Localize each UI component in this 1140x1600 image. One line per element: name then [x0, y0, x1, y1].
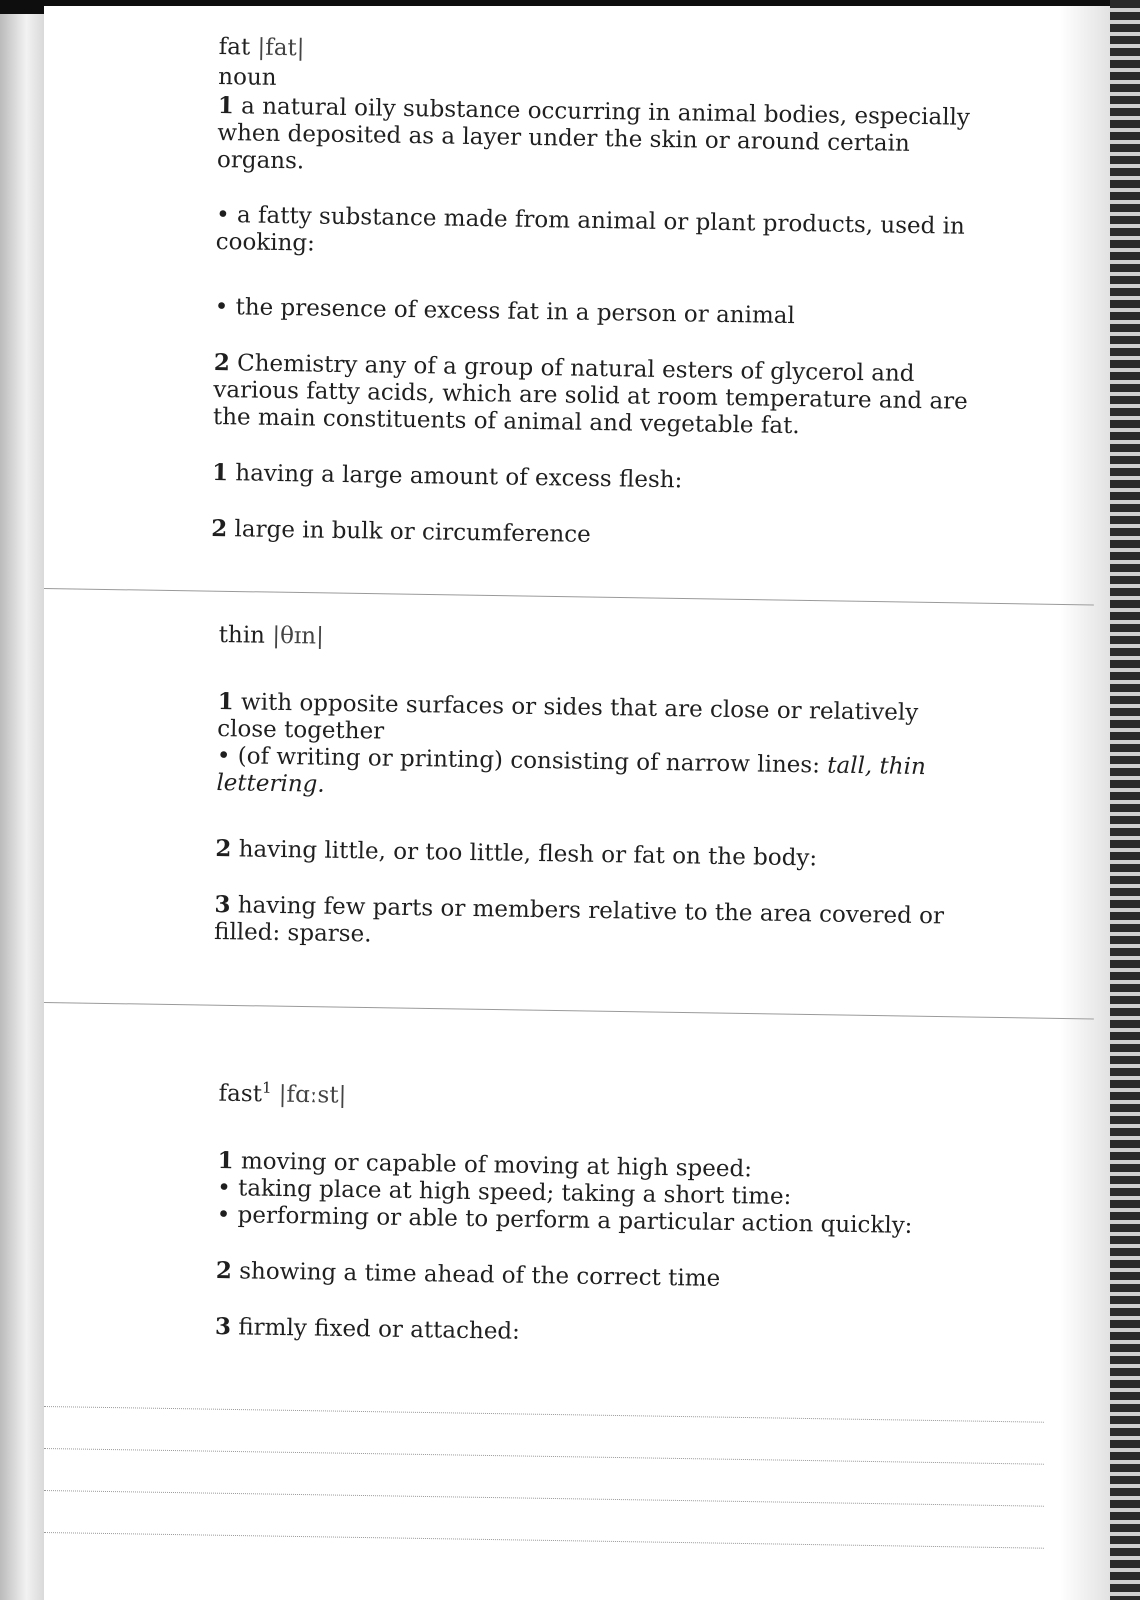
pronunciation: |fɑːst|: [278, 1081, 347, 1109]
bullet: •: [216, 742, 231, 770]
sense-number: 2: [210, 514, 228, 543]
pronunciation: |θɪn|: [272, 622, 325, 650]
entry-fast: [215, 1072, 979, 1353]
headword-text: thin: [218, 621, 266, 649]
definition-text: showing a time ahead of the correct time: [239, 1257, 721, 1292]
definition: [214, 891, 975, 958]
writing-line: [44, 1406, 1044, 1423]
headword-text: fast: [218, 1080, 263, 1108]
bullet: •: [216, 1201, 231, 1228]
definition-text: performing or able to perform a particular action quickly:: [237, 1201, 913, 1239]
section-divider: [44, 1002, 1094, 1019]
sense-number: 1: [217, 1146, 234, 1174]
definition: [213, 349, 974, 443]
writing-line: [44, 1532, 1044, 1549]
definition-text: having few parts or members relative to the area covered or filled: sparse.: [213, 892, 945, 948]
definition-text: Chemistry any of a group of natural esters of glycerol and various fatty acids, which are solid at room temperature and are the main constituents of animal and vegetable fat.: [212, 350, 968, 440]
part-of-speech: noun: [218, 63, 277, 91]
sense-number: 2: [215, 834, 232, 863]
definition-text: a fatty substance made from animal or plant products, used in cooking:: [215, 202, 965, 257]
sense-number: 1: [211, 458, 229, 487]
definition-text: firmly fixed or attached:: [238, 1313, 521, 1345]
example-text: tall, thin lettering.: [216, 752, 926, 798]
pronunciation: |fat|: [257, 34, 305, 62]
definition-text: (of writing or printing) consisting of narrow lines:: [237, 743, 821, 779]
bullet: •: [215, 201, 230, 229]
page-stack-edge: [0, 14, 44, 1600]
definition-text: large in bulk or circumference: [234, 516, 591, 548]
bullet: •: [214, 293, 229, 321]
bullet: •: [216, 1174, 231, 1201]
sense-number: 1: [217, 91, 235, 120]
spiral-binding: [1110, 0, 1140, 1600]
headword-text: fat: [218, 33, 251, 61]
definition-text: having little, or too little, flesh or fat on the body:: [238, 836, 818, 872]
sense-number: 2: [213, 348, 231, 377]
definition-text: the presence of excess fat in a person or animal: [235, 294, 796, 330]
section-divider: [44, 588, 1094, 605]
entry-fat: [211, 32, 979, 555]
definition-text: with opposite surfaces or sides that are close or relatively close together: [217, 689, 919, 745]
definition-text: having a large amount of excess flesh:: [235, 460, 683, 494]
homograph-number: 1: [261, 1078, 272, 1097]
sense-number: 1: [217, 687, 234, 716]
writing-line: [44, 1490, 1044, 1507]
entry-thin: [214, 620, 979, 958]
definition-text: taking place at high speed; taking a short time:: [237, 1174, 792, 1210]
definition: [217, 92, 978, 186]
sense-number: 2: [215, 1256, 233, 1284]
sense-number: 3: [214, 1312, 232, 1340]
writing-line: [44, 1448, 1044, 1465]
worksheet-page: [44, 6, 1140, 1600]
definition-text: moving or capable of moving at high speed:: [240, 1148, 753, 1183]
sense-number: 3: [214, 890, 231, 919]
definition-text: a natural oily substance occurring in animal bodies, especially when deposited as a layer under the skin or around certain organs.: [216, 93, 971, 175]
